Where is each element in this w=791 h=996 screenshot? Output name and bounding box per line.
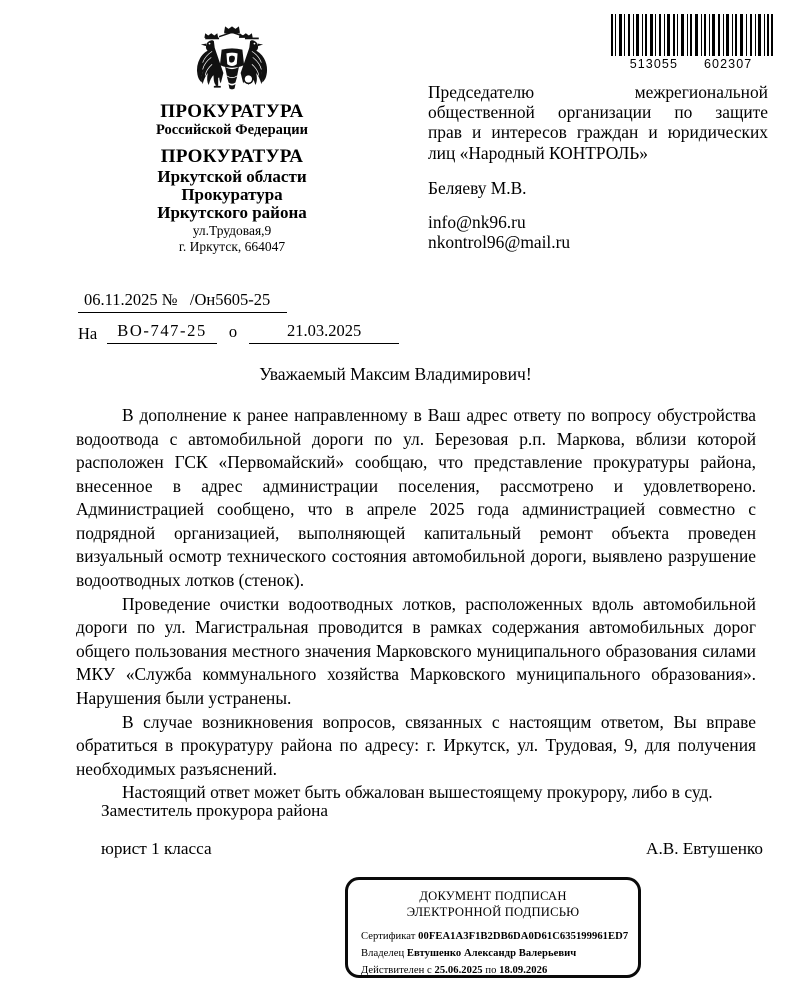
- body-paragraph-4: Настоящий ответ может быть обжалован вышестоящему прокурору, либо в суд.: [122, 782, 713, 803]
- reference-in-label: На: [78, 324, 98, 343]
- barcode-number-left: 513055: [629, 57, 678, 71]
- body-paragraph-1: В дополнение к ранее направленному в Ваш адрес ответу по вопросу обустройства водоотвода с автомобильной дороги по ул. Березовая р.п. Маркова, вблизи которой расположен ГСК «Первомайский» сообщаю, что представление прокуратуры района, внесенное в адрес администрации поселения, рассмотрено и удовлетворено. Администрацией сообщено, что в апреле 2025 года администрацией совместно с подрядной организацией, выполняющей капитальный ремонт объекта проведен визуальный осмотр технического состояния автомобильной дороги, выявлено разрушение водоотводных лотков (стенок).: [76, 405, 756, 591]
- addressee-org-line-1: Председателю межрегиональной: [428, 82, 768, 102]
- addressee-emails: [428, 212, 768, 253]
- addressee-email-2: nkontrol96@mail.ru: [428, 232, 571, 253]
- addressee-email-1: info@nk96.ru: [428, 211, 526, 232]
- letterhead-address-street: ул.Трудовая,9: [192, 222, 272, 238]
- signature-rank: юрист 1 класса: [101, 839, 212, 858]
- russian-coat-of-arms-icon: [188, 22, 276, 98]
- letterhead-address-city: г. Иркутск, 664047: [178, 239, 286, 255]
- body-paragraph-3: В случае возникновения вопросов, связанных с настоящим ответом, Вы вправе обратиться в прокуратуру района по адресу: г. Иркутск, ул. Трудовая, 9, для получения необходимых разъяснений.: [76, 711, 756, 779]
- reference-outgoing-row: [78, 290, 287, 313]
- letterhead-line-2: Российской Федерации: [155, 121, 308, 138]
- esignature-stamp: [345, 877, 641, 978]
- esignature-certificate-row: [361, 928, 629, 945]
- esignature-valid-label: Действителен с: [361, 965, 432, 977]
- reference-number-symbol: №: [161, 290, 178, 309]
- esignature-valid-mid: по: [485, 965, 497, 977]
- esignature-validity-row: [361, 962, 625, 979]
- letterhead-line-3: ПРОКУРАТУРА: [160, 146, 304, 168]
- letterhead-line-6: Иркутского района: [157, 203, 307, 223]
- reference-incoming-row: [78, 321, 399, 344]
- esignature-owner-value: Евтушенко Александр Валерьевич: [406, 947, 577, 959]
- barcode-icon: [607, 14, 775, 56]
- esignature-head-line-1: ДОКУМЕНТ ПОДПИСАН: [419, 889, 567, 903]
- signature-name: А.В. Евтушенко: [646, 839, 763, 858]
- body-paragraph-2: Проведение очистки водоотводных лотков, расположенных вдоль автомобильной дороги по ул. Магистральная проводится в рамках содержания автомобильных дорог общего пользования местного значения Марковского муниципального образования силами МКУ «Служба коммунального хозяйства Марковского муниципального образования». Нарушения были устранены.: [76, 593, 756, 708]
- reference-in-date: 21.03.2025: [249, 321, 399, 344]
- esignature-valid-from: 25.06.2025: [434, 965, 483, 977]
- barcode: [607, 14, 775, 71]
- addressee-org-line-2: общественной организации по защите: [428, 102, 768, 123]
- addressee-org-line-4: лиц «Народный КОНТРОЛЬ»: [428, 142, 648, 163]
- addressee-org-line-3: прав и интересов граждан и юридических: [428, 122, 768, 143]
- addressee-person: Беляеву М.В.: [428, 177, 527, 198]
- letterhead-line-4: Иркутской области: [157, 166, 307, 186]
- esignature-valid-to: 18.09.2026: [499, 965, 548, 977]
- barcode-number-right: 602307: [704, 57, 753, 71]
- reference-block: [78, 290, 399, 344]
- letterhead-line-5: Прокуратура: [181, 185, 283, 205]
- reference-out-number: /Он5605-25: [189, 290, 271, 309]
- esignature-owner-row: [361, 945, 625, 962]
- reference-in-number: ВО-747-25: [107, 321, 217, 344]
- greeting: Уважаемый Максим Владимирович!: [259, 364, 532, 384]
- addressee-organization: [428, 82, 768, 163]
- esignature-head-line-2: ЭЛЕКТРОННОЙ ПОДПИСЬЮ: [406, 905, 580, 920]
- reference-in-mid: о: [228, 322, 238, 341]
- body-text: [76, 404, 756, 805]
- signature-title: Заместитель прокурора района: [101, 801, 328, 820]
- letterhead-line-1: ПРОКУРАТУРА: [160, 101, 304, 122]
- reference-out-date: 06.11.2025: [84, 290, 158, 309]
- esignature-certificate-value: 00FEA1A3F1B2DB6DA0D61C635199961ED7: [418, 930, 629, 942]
- letterhead: [96, 22, 368, 256]
- barcode-numbers: [607, 57, 775, 71]
- addressee-block: [428, 82, 768, 253]
- esignature-stamp-details: [361, 928, 629, 979]
- esignature-stamp-heading: [361, 888, 625, 921]
- esignature-owner-label: Владелец: [361, 947, 405, 959]
- esignature-certificate-label: Сертификат: [361, 930, 416, 942]
